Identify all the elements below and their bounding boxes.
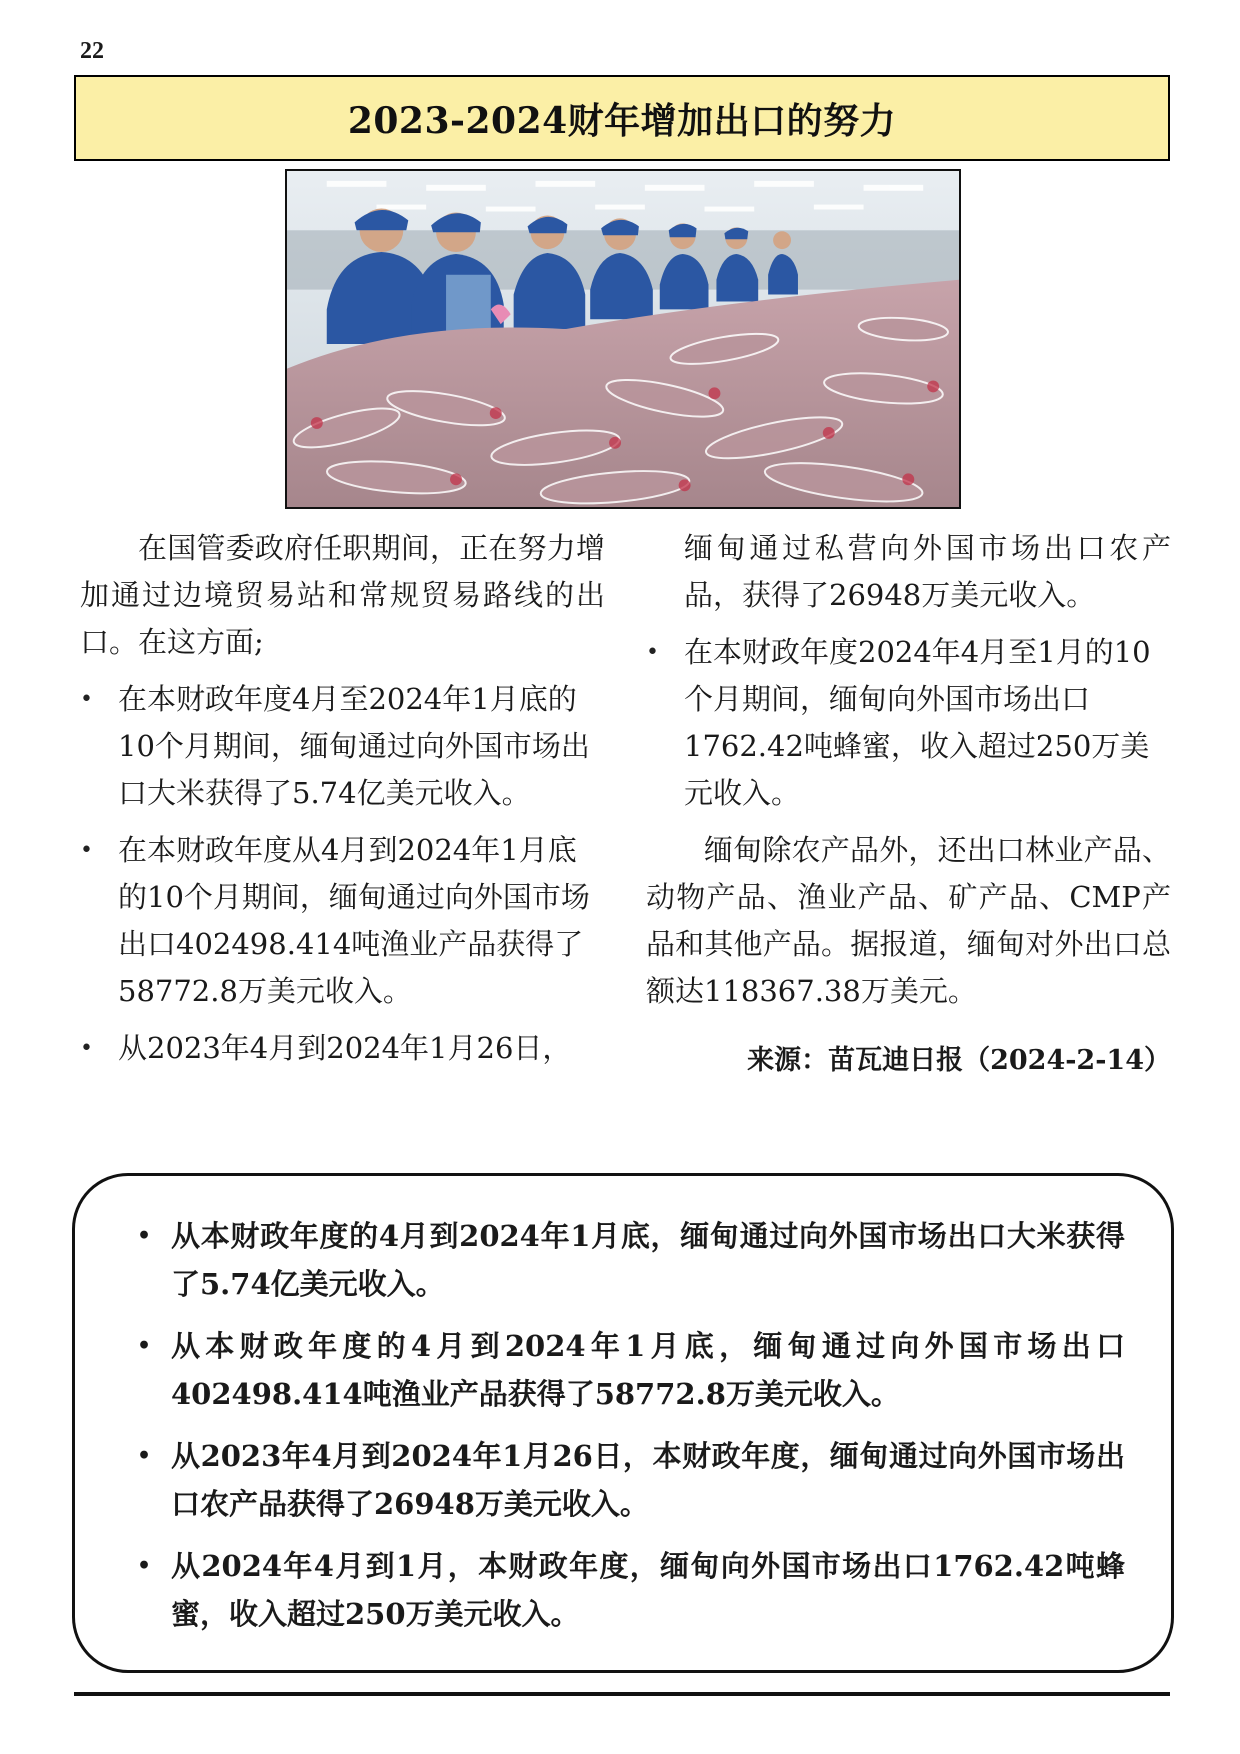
source-citation: 来源：苗瓦迪日报（2024-2-14） bbox=[747, 1045, 1171, 1076]
right-column bbox=[646, 525, 1171, 1084]
title-banner bbox=[74, 75, 1170, 161]
fish-processing-photo bbox=[285, 169, 961, 509]
bottom-divider bbox=[74, 1692, 1170, 1696]
summary-item: • 从本财政年度的4月到2024年1月底，缅甸通过向外国市场出口402498.414吨渔业产品获得了58772.8万美元收入。 bbox=[137, 1322, 1125, 1418]
summary-item: • 从2023年4月到2024年1月26日，本财政年度，缅甸通过向外国市场出口农产品获得了26948万美元收入。 bbox=[137, 1432, 1125, 1528]
intro-paragraph: 在国管委政府任职期间，正在努力增加通过边境贸易站和常规贸易路线的出口。在这方面; bbox=[80, 531, 605, 659]
summary-item: • 从2024年4月到1月，本财政年度，缅甸向外国市场出口1762.42吨蜂蜜，收入超过250万美元收入。 bbox=[137, 1542, 1125, 1638]
fish-processing-illustration bbox=[287, 171, 959, 507]
page-title: 2023-2024财年增加出口的努力 bbox=[347, 99, 897, 142]
summary-item: • 从本财政年度的4月到2024年1月底，缅甸通过向外国市场出口大米获得了5.74亿美元收入。 bbox=[137, 1212, 1125, 1308]
fishery-export-bullet: • 在本财政年度从4月到2024年1月底的10个月期间，缅甸通过向外国市场出口402498.414吨渔业产品获得了58772.8万美元收入。 bbox=[80, 827, 605, 1015]
other-exports-paragraph: 缅甸除农产品外，还出口林业产品、动物产品、渔业产品、矿产品、CMP产品和其他产品。据报道，缅甸对外出口总额达118367.38万美元。 bbox=[646, 833, 1171, 1008]
agri-export-bullet-start: • 从2023年4月到2024年1月26日， bbox=[80, 1025, 605, 1072]
summary-box bbox=[72, 1173, 1174, 1673]
page-number: 22 bbox=[80, 38, 104, 64]
left-column bbox=[80, 525, 605, 1072]
honey-export-bullet: • 在本财政年度2024年4月至1月的10个月期间，缅甸向外国市场出口1762.42吨蜂蜜，收入超过250万美元收入。 bbox=[646, 629, 1171, 817]
agri-export-bullet-continuation: 缅甸通过私营向外国市场出口农产品，获得了26948万美元收入。 bbox=[684, 531, 1171, 612]
rice-export-bullet: • 在本财政年度4月至2024年1月底的10个月期间，缅甸通过向外国市场出口大米获得了5.74亿美元收入。 bbox=[80, 676, 605, 817]
